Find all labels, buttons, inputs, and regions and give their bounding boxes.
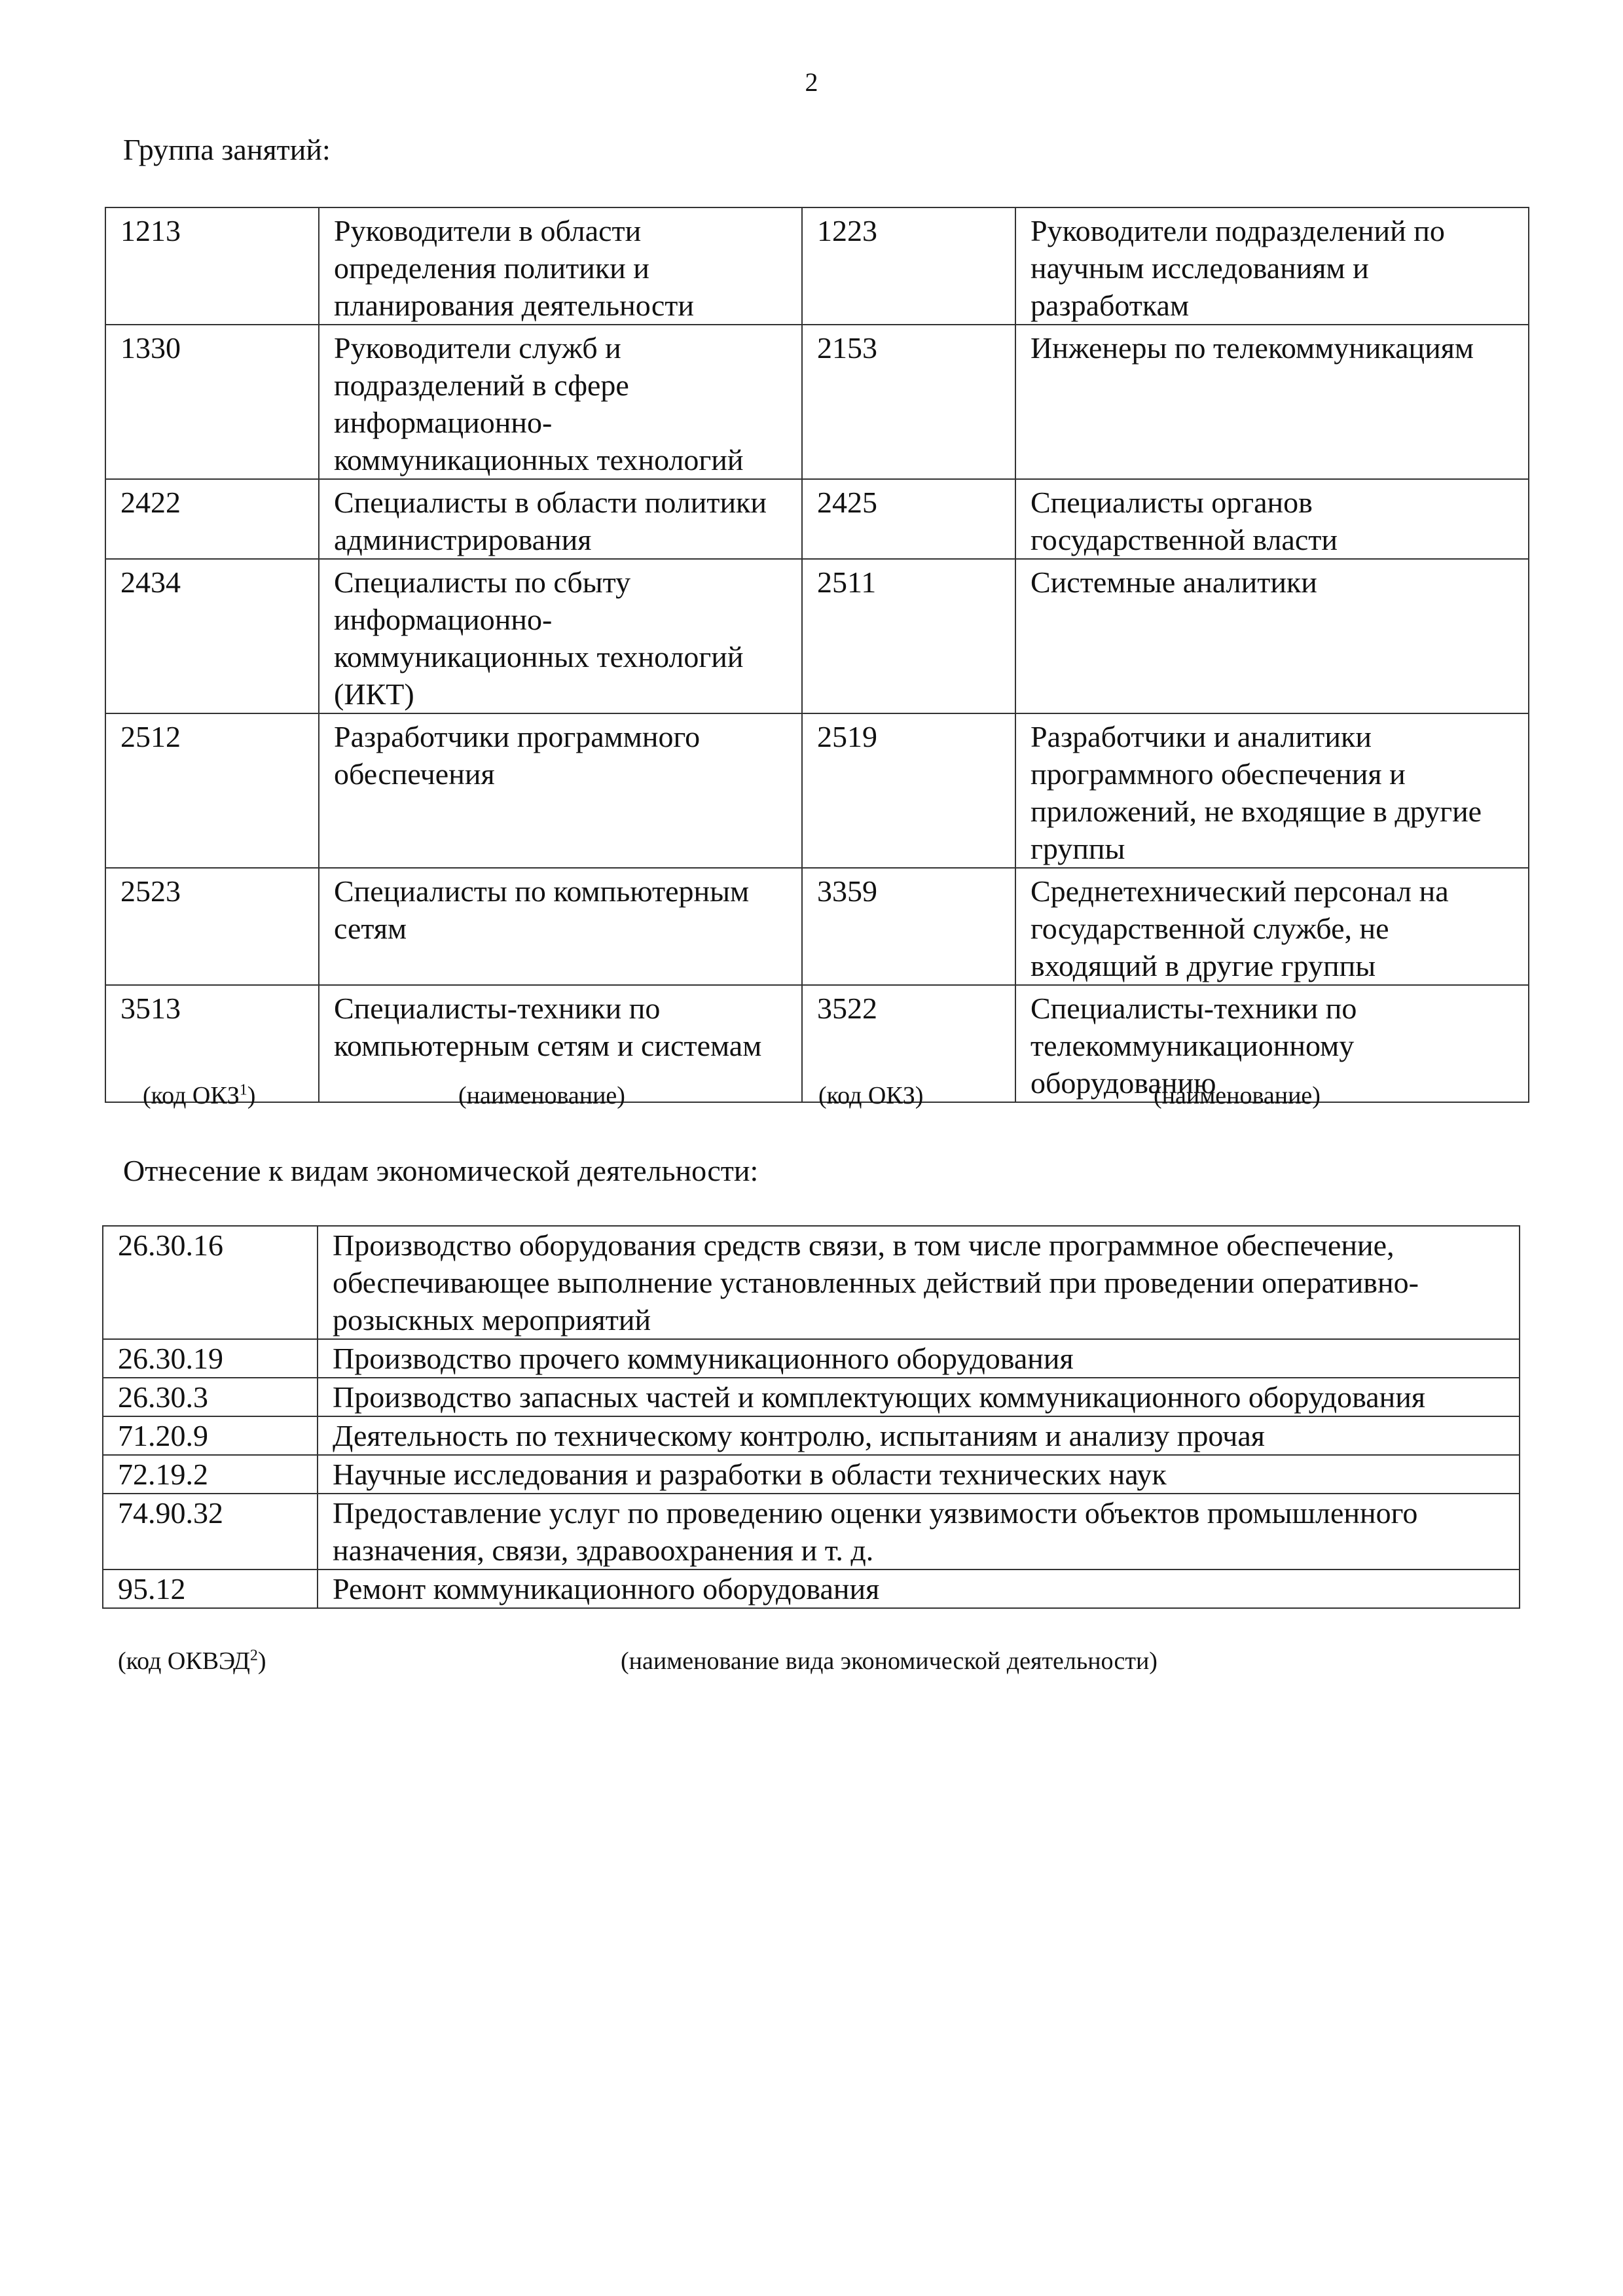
table-row — [103, 1494, 1520, 1570]
okved-code: 26.30.16 — [103, 1226, 318, 1339]
okved-table — [102, 1225, 1520, 1609]
economic-activity-title: Отнесение к видам экономической деятельности: — [123, 1154, 759, 1187]
okz-code-caption — [143, 1081, 255, 1110]
okz-code: 1213 — [105, 207, 319, 325]
okz-code: 2153 — [802, 325, 1015, 479]
okved-name: Научные исследования и разработки в области технических наук — [318, 1455, 1520, 1494]
okz-name: Среднетехнический персонал на государственной службе, не входящий в другие группы — [1015, 868, 1529, 985]
okz-code: 2425 — [802, 479, 1015, 559]
footnote-marker: 2 — [249, 1647, 258, 1664]
table-row — [103, 1226, 1520, 1339]
okz-code: 2512 — [105, 713, 319, 868]
okz-name: Системные аналитики — [1015, 559, 1529, 713]
footnote-marker: 1 — [239, 1081, 247, 1099]
okved-name: Предоставление услуг по проведению оценки уязвимости объектов промышленного назначения, связи, здравоохранения и т. д. — [318, 1494, 1520, 1570]
okz-code-caption-close: ) — [247, 1082, 256, 1109]
okved-code-caption-close: ) — [257, 1647, 266, 1675]
okz-code: 1330 — [105, 325, 319, 479]
okz-name: Руководители подразделений по научным исследованиям и разработкам — [1015, 207, 1529, 325]
okz-code: 2519 — [802, 713, 1015, 868]
table-row — [105, 325, 1529, 479]
okved-code: 72.19.2 — [103, 1455, 318, 1494]
okz-name-caption: (наименование) — [1154, 1082, 1321, 1109]
page-number: 2 — [805, 67, 818, 97]
okz-name: Руководители в области определения политики и планирования деятельности — [319, 207, 802, 325]
okz-code: 1223 — [802, 207, 1015, 325]
okved-code: 26.30.19 — [103, 1339, 318, 1378]
okz-name: Специалисты по компьютерным сетям — [319, 868, 802, 985]
okved-name-caption: (наименование вида экономической деятельности) — [621, 1647, 1158, 1675]
okz-name: Руководители служб и подразделений в сфере информационно-коммуникационных технологий — [319, 325, 802, 479]
okved-name: Ремонт коммуникационного оборудования — [318, 1570, 1520, 1608]
table-row — [105, 479, 1529, 559]
okved-code-caption — [118, 1647, 266, 1676]
okz-code: 2511 — [802, 559, 1015, 713]
okved-code: 74.90.32 — [103, 1494, 318, 1570]
okz-code: 3522 — [802, 985, 1015, 1102]
okz-name: Специалисты по сбыту информационно-коммуникационных технологий (ИКТ) — [319, 559, 802, 713]
okved-code: 26.30.3 — [103, 1378, 318, 1416]
table-row — [105, 207, 1529, 325]
okz-code-caption-text: (код ОКЗ — [143, 1082, 240, 1109]
okz-name: Специалисты-техники по компьютерным сетям и системам — [319, 985, 802, 1102]
okved-name: Деятельность по техническому контролю, испытаниям и анализу прочая — [318, 1416, 1520, 1455]
okz-table — [105, 207, 1529, 1103]
occupation-group-title: Группа занятий: — [123, 133, 331, 166]
table-row — [103, 1416, 1520, 1455]
table-row — [103, 1378, 1520, 1416]
okved-code-caption-text: (код ОКВЭД — [118, 1647, 250, 1675]
okz-name: Специалисты в области политики администрирования — [319, 479, 802, 559]
okved-name: Производство оборудования средств связи, в том числе программное обеспечение, обеспечивающее выполнение установленных действий при проведении оперативно-розыскных мероприятий — [318, 1226, 1520, 1339]
table-row — [103, 1455, 1520, 1494]
table-row — [105, 868, 1529, 985]
okved-code: 95.12 — [103, 1570, 318, 1608]
table-row — [103, 1570, 1520, 1608]
okz-name: Инженеры по телекоммуникациям — [1015, 325, 1529, 479]
table-row — [103, 1339, 1520, 1378]
okved-name: Производство запасных частей и комплектующих коммуникационного оборудования — [318, 1378, 1520, 1416]
okved-code: 71.20.9 — [103, 1416, 318, 1455]
okz-name-caption: (наименование) — [458, 1082, 625, 1109]
okz-code: 3513 — [105, 985, 319, 1102]
table-row — [105, 559, 1529, 713]
okz-code: 2434 — [105, 559, 319, 713]
table-row — [105, 713, 1529, 868]
okz-code: 2523 — [105, 868, 319, 985]
okz-name: Специалисты органов государственной власти — [1015, 479, 1529, 559]
okz-code: 3359 — [802, 868, 1015, 985]
okz-name: Специалисты-техники по телекоммуникационному оборудованию — [1015, 985, 1529, 1102]
okz-name: Разработчики и аналитики программного обеспечения и приложений, не входящие в другие группы — [1015, 713, 1529, 868]
okz-name: Разработчики программного обеспечения — [319, 713, 802, 868]
okz-code: 2422 — [105, 479, 319, 559]
okved-name: Производство прочего коммуникационного оборудования — [318, 1339, 1520, 1378]
okz-code-caption: (код ОКЗ) — [818, 1082, 924, 1109]
